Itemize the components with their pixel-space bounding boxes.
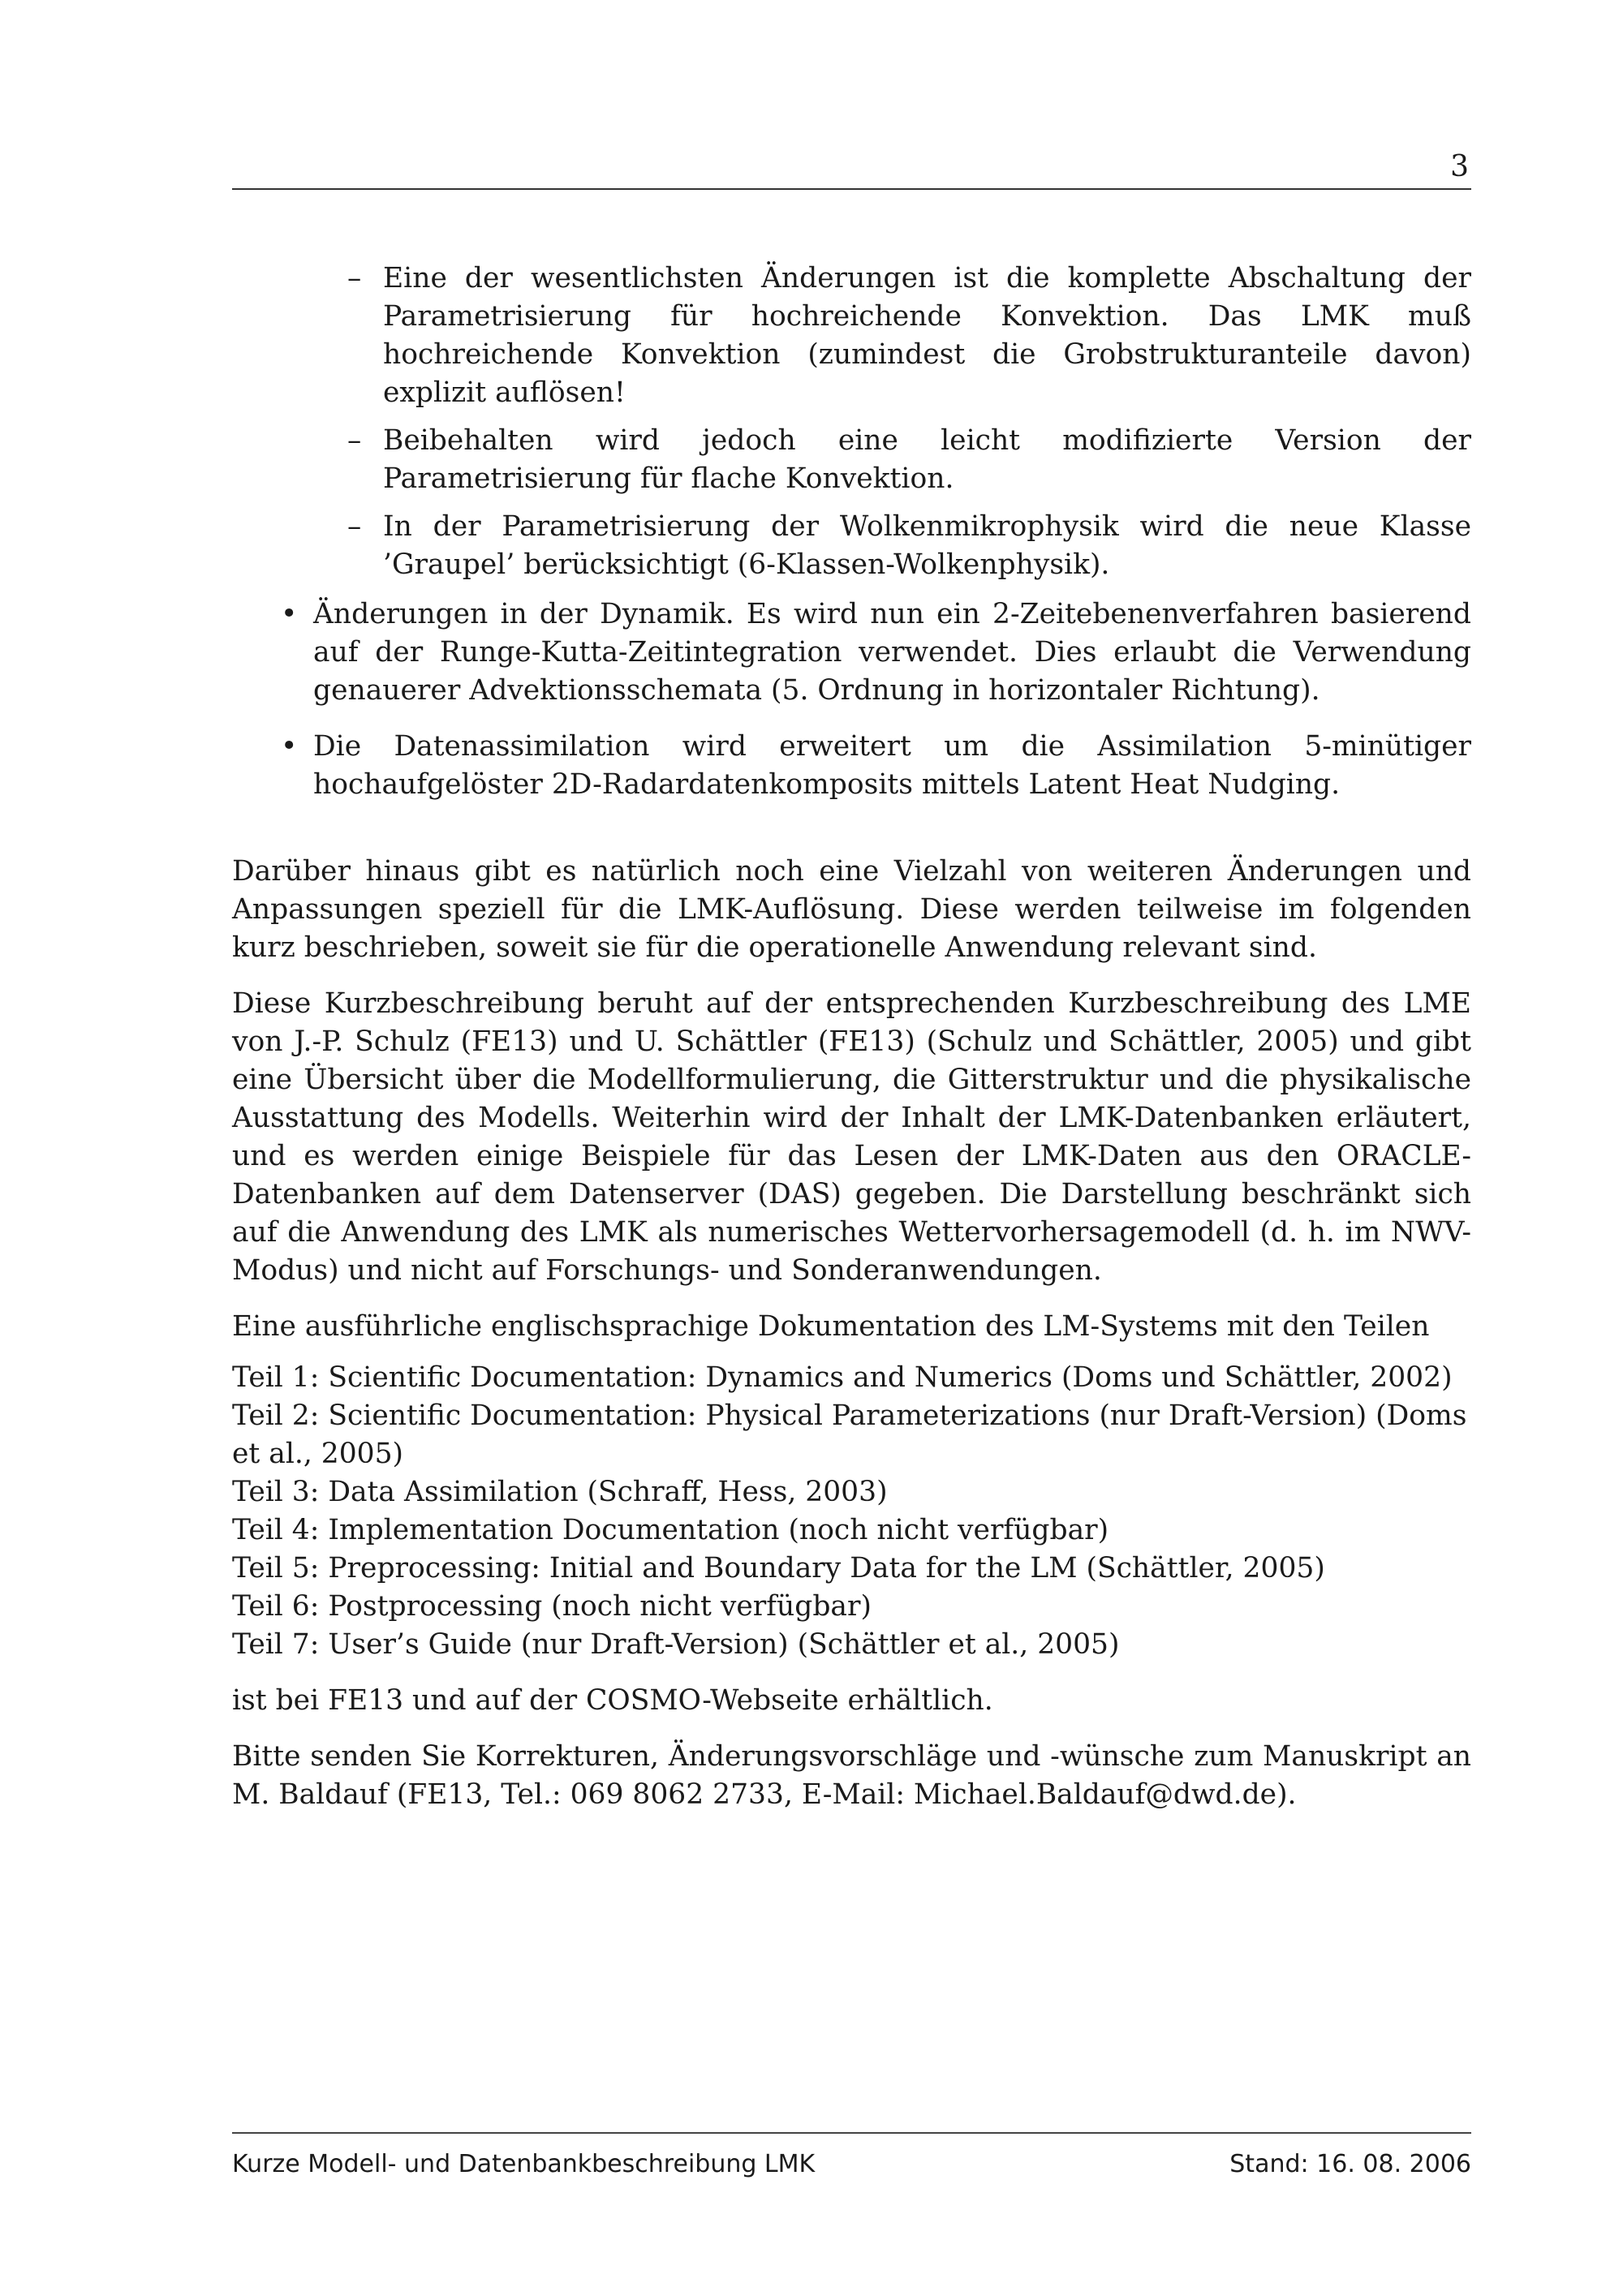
header-rule — [232, 188, 1471, 190]
bullet-item: • Die Datenassimilation wird erweitert um die Assimilation 5-minütiger hochaufgelöster 2D-Radardatenkomposits mittels Latent Heat Nudging. — [313, 728, 1471, 804]
documentation-part: Teil 3: Data Assimilation (Schraff, Hess, 2003) — [232, 1476, 888, 1508]
page-body — [232, 260, 1471, 1832]
documentation-part: Teil 2: Scientific Documentation: Physical Parameterizations (nur Draft-Version) (Doms et al., 2005) — [232, 1400, 1467, 1470]
documentation-part: Teil 4: Implementation Documentation (noch nicht verfügbar) — [232, 1514, 1109, 1546]
sub-item: – Beibehalten wird jedoch eine leicht modifizierte Version der Parametrisierung für flache Konvektion. — [383, 422, 1471, 498]
paragraph-availability: ist bei FE13 und auf der COSMO-Webseite erhältlich. — [232, 1684, 993, 1717]
footer-date: Stand: 16. 08. 2006 — [1229, 2150, 1471, 2178]
documentation-part: Teil 5: Preprocessing: Initial and Boundary Data for the LM (Schättler, 2005) — [232, 1552, 1325, 1584]
documentation-part: Teil 7: User’s Guide (nur Draft-Version) (Schättler et al., 2005) — [232, 1628, 1120, 1661]
bullet-list — [232, 595, 1471, 804]
bullet-item: • Änderungen in der Dynamik. Es wird nun ein 2-Zeitebenenverfahren basierend auf der Runge-Kutta-Zeitintegration verwendet. Dies erlaubt die Verwendung genauerer Advektionsschemata (5. Ordnung in horizontaler Richtung). — [313, 595, 1471, 710]
page-number: 3 — [1450, 150, 1469, 183]
sub-item: – In der Parametrisierung der Wolkenmikrophysik wird die neue Klasse ’Graupel’ berücksichtigt (6-Klassen-Wolkenphysik). — [383, 508, 1471, 584]
footer-rule — [232, 2132, 1471, 2134]
footer-title: Kurze Modell- und Datenbankbeschreibung LMK — [232, 2150, 816, 2178]
paragraph-contact: Bitte senden Sie Korrekturen, Änderungsvorschläge und -wünsche zum Manuskript an M. Baldauf (FE13, Tel.: 069 8062 2733, E-Mail: Michael.Baldauf@dwd.de). — [232, 1740, 1471, 1811]
paragraph-changes: Darüber hinaus gibt es natürlich noch eine Vielzahl von weiteren Änderungen und Anpassungen speziell für die LMK-Auflösung. Diese werden teilweise im folgenden kurz beschrieben, soweit sie für die operationelle Anwendung relevant sind. — [232, 855, 1471, 964]
documentation-part: Teil 1: Scientific Documentation: Dynamics and Numerics (Doms und Schättler, 2002) — [232, 1361, 1453, 1394]
paragraph-documentation-intro: Eine ausführliche englischsprachige Dokumentation des LM-Systems mit den Teilen — [232, 1310, 1430, 1343]
sub-item-list — [232, 260, 1471, 584]
documentation-part: Teil 6: Postprocessing (noch nicht verfügbar) — [232, 1590, 872, 1623]
footer — [232, 2148, 1471, 2181]
paragraph-summary: Diese Kurzbeschreibung beruht auf der entsprechenden Kurzbeschreibung des LME von J.-P. Schulz (FE13) und U. Schättler (FE13) (Schulz und Schättler, 2005) und gibt eine Übersicht über die Modellformulierung, die Gitterstruktur und die physikalische Ausstattung des Modells. Weiterhin wird der Inhalt der LMK-Datenbanken erläutert, und es werden einige Beispiele für das Lesen der LMK-Daten aus den ORACLE-Datenbanken auf dem Datenserver (DAS) gegeben. Die Darstellung beschränkt sich auf die Anwendung des LMK als numerisches Wettervorhersagemodell (d. h. im NWV-Modus) und nicht auf Forschungs- und Sonderanwendungen. — [232, 987, 1471, 1287]
documentation-parts-list — [232, 1359, 1471, 1664]
sub-item: – Eine der wesentlichsten Änderungen ist die komplette Abschaltung der Parametrisierung für hochreichende Konvektion. Das LMK muß hochreichende Konvektion (zumindest die Grobstrukturanteile davon) explizit auflösen! — [383, 260, 1471, 412]
